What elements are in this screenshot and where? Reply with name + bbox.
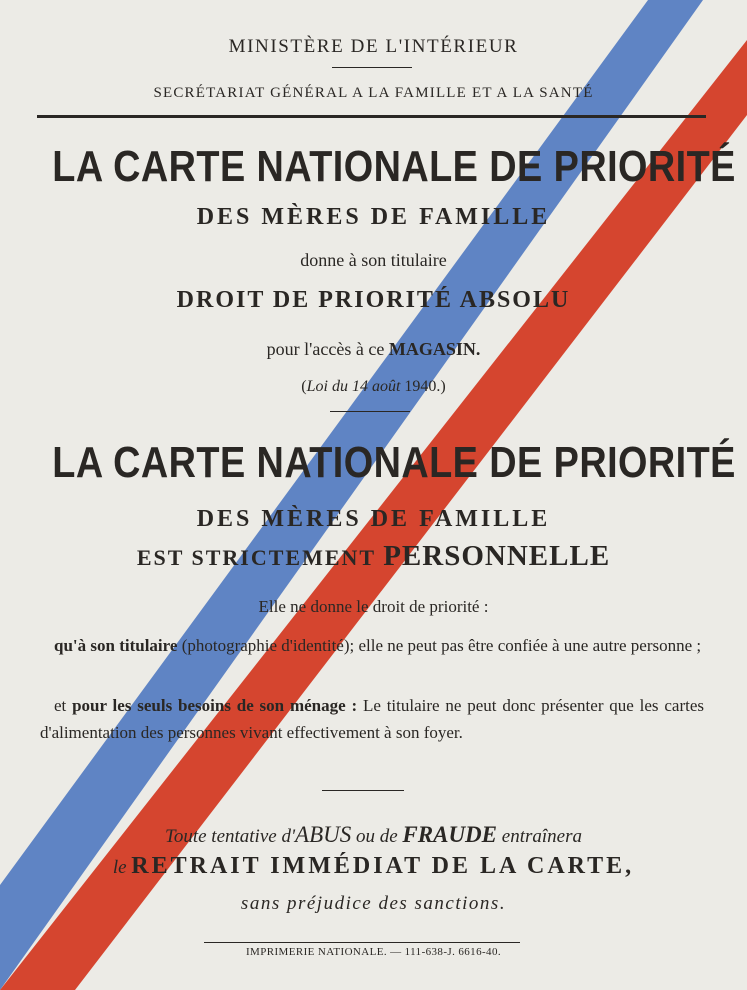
- section2-title: LA CARTE NATIONALE DE PRIORITÉ: [52, 438, 736, 487]
- printer-footer: IMPRIMERIE NATIONALE. — 111-638-J. 6616-40.: [245, 946, 501, 958]
- section-divider: [330, 411, 410, 412]
- section2-intro: Elle ne donne le droit de priorité :: [258, 597, 489, 616]
- warning-divider: [322, 790, 404, 791]
- warning-line2: le RETRAIT IMMÉDIAT DE LA CARTE,: [112, 853, 635, 879]
- section1-subtitle: DES MÈRES DE FAMILLE: [196, 204, 551, 230]
- section2-line: EST STRICTEMENT PERSONNELLE: [136, 540, 611, 572]
- section2-subtitle: DES MÈRES DE FAMILLE: [196, 506, 551, 532]
- section1-line1: donne à son titulaire: [300, 250, 447, 270]
- section1-line3: pour l'accès à ce MAGASIN.: [266, 339, 481, 359]
- section1-title: LA CARTE NATIONALE DE PRIORITÉ: [52, 142, 736, 191]
- paragraph-menage: et pour les seuls besoins de son ménage : Le titulaire ne peut donc présenter que les cartes d'alimentation des personnes vivant effectivement à son foyer.: [40, 696, 704, 742]
- header-thick-rule: [37, 115, 706, 118]
- secretariat-heading: SECRÉTARIAT GÉNÉRAL A LA FAMILLE ET A LA SANTÉ: [153, 85, 594, 101]
- section1-law: (Loi du 14 août 1940.): [301, 378, 446, 395]
- paragraph-titulaire: qu'à son titulaire (photographie d'identité); elle ne peut pas être confiée à une autre personne ;: [54, 636, 702, 655]
- footer-rule: [204, 942, 520, 943]
- header-short-rule: [332, 67, 412, 68]
- ministry-heading: MINISTÈRE DE L'INTÉRIEUR: [228, 36, 519, 57]
- section1-line2: DROIT DE PRIORITÉ ABSOLU: [176, 287, 571, 313]
- warning-line3: sans préjudice des sanctions.: [240, 893, 507, 914]
- warning-line1: Toute tentative d'ABUS ou de FRAUDE entraînera: [165, 822, 582, 847]
